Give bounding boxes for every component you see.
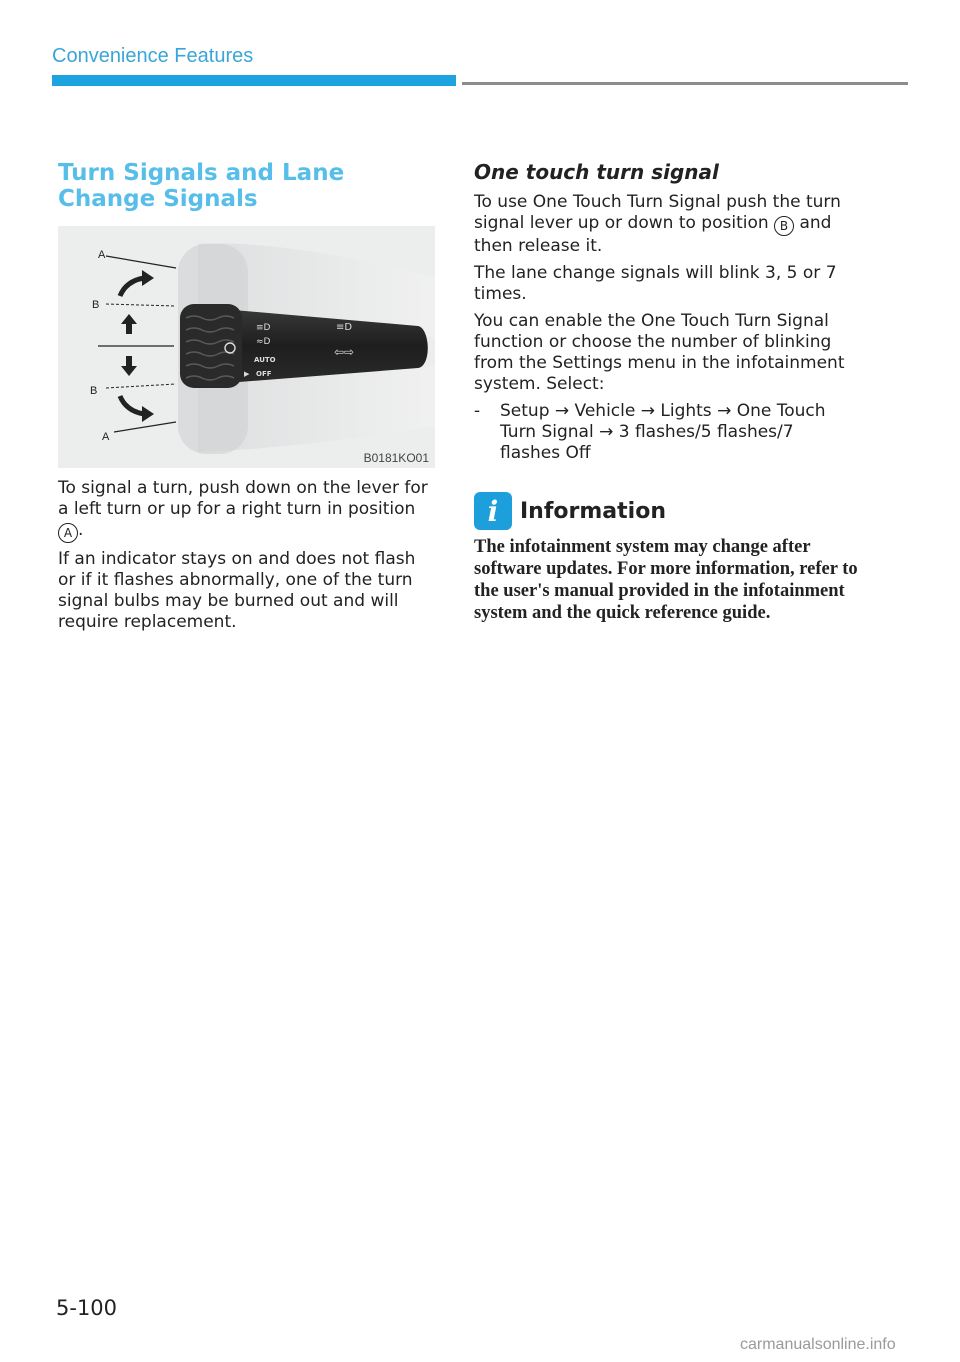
label-b-top: B — [92, 299, 100, 311]
right-column — [474, 160, 858, 624]
watermark: carmanualsonline.info — [740, 1336, 896, 1353]
information-header — [474, 492, 854, 530]
turn-signal-lever-figure — [58, 226, 435, 468]
label-b-bottom: B — [90, 385, 98, 397]
section-title: Turn Signals and Lane Change Signals — [58, 160, 345, 212]
arrow-up-icon — [121, 314, 137, 334]
sub-title: One touch turn signal — [474, 160, 719, 184]
label-a-top: A — [98, 249, 106, 261]
information-title: Information — [520, 498, 666, 524]
figure-caption: B0181KO01 — [363, 451, 429, 465]
info-icon: i — [474, 492, 512, 530]
left-column — [58, 160, 438, 639]
bullet-dash: - — [474, 401, 481, 421]
svg-text:≈D: ≈D — [256, 337, 271, 347]
svg-text:≡D: ≡D — [256, 323, 271, 333]
position-b-marker: B — [774, 216, 794, 236]
auto-label: AUTO — [254, 356, 276, 364]
arrow-left-turn-icon — [120, 396, 144, 414]
lever-illustration — [58, 226, 435, 468]
right-paragraph-2: The lane change signals will blink 3, 5 or 7 times. — [474, 263, 837, 304]
header-accent-bar — [52, 75, 456, 86]
position-a-marker: A — [58, 523, 78, 543]
label-a-bottom: A — [102, 431, 110, 443]
svg-text:▶: ▶ — [244, 370, 250, 378]
svg-text:⇦⇨: ⇦⇨ — [334, 345, 355, 359]
right-paragraph-1: To use One Touch Turn Signal push the turn signal lever up or down to position B and then release it. — [474, 192, 841, 256]
header-title: Convenience Features — [52, 45, 254, 67]
header-divider — [462, 82, 908, 85]
svg-text:≡D: ≡D — [336, 322, 353, 333]
settings-path-item — [474, 401, 854, 464]
information-text: The infotainment system may change after software updates. For more information, refer to the user's manual provided in the infotainment system and the quick reference guide. — [474, 537, 858, 623]
page-number: 5-100 — [56, 1296, 118, 1320]
left-paragraph-2: If an indicator stays on and does not flash or if it flashes abnormally, one of the turn signal bulbs may be burned out and will require replacement. — [58, 549, 416, 632]
off-label: OFF — [256, 370, 272, 378]
left-paragraph-1: To signal a turn, push down on the lever for a left turn or up for a right turn in position A . — [58, 478, 438, 543]
arrow-right-turn-icon — [120, 278, 144, 296]
arrow-down-icon — [121, 356, 137, 376]
right-paragraph-3: You can enable the One Touch Turn Signal function or choose the number of blinking from the Settings menu in the infotainment system. Select: — [474, 311, 845, 394]
settings-path-text: Setup → Vehicle → Lights → One Touch Turn Signal → 3 flashes/5 flashes/7 flashes Off — [500, 401, 826, 463]
